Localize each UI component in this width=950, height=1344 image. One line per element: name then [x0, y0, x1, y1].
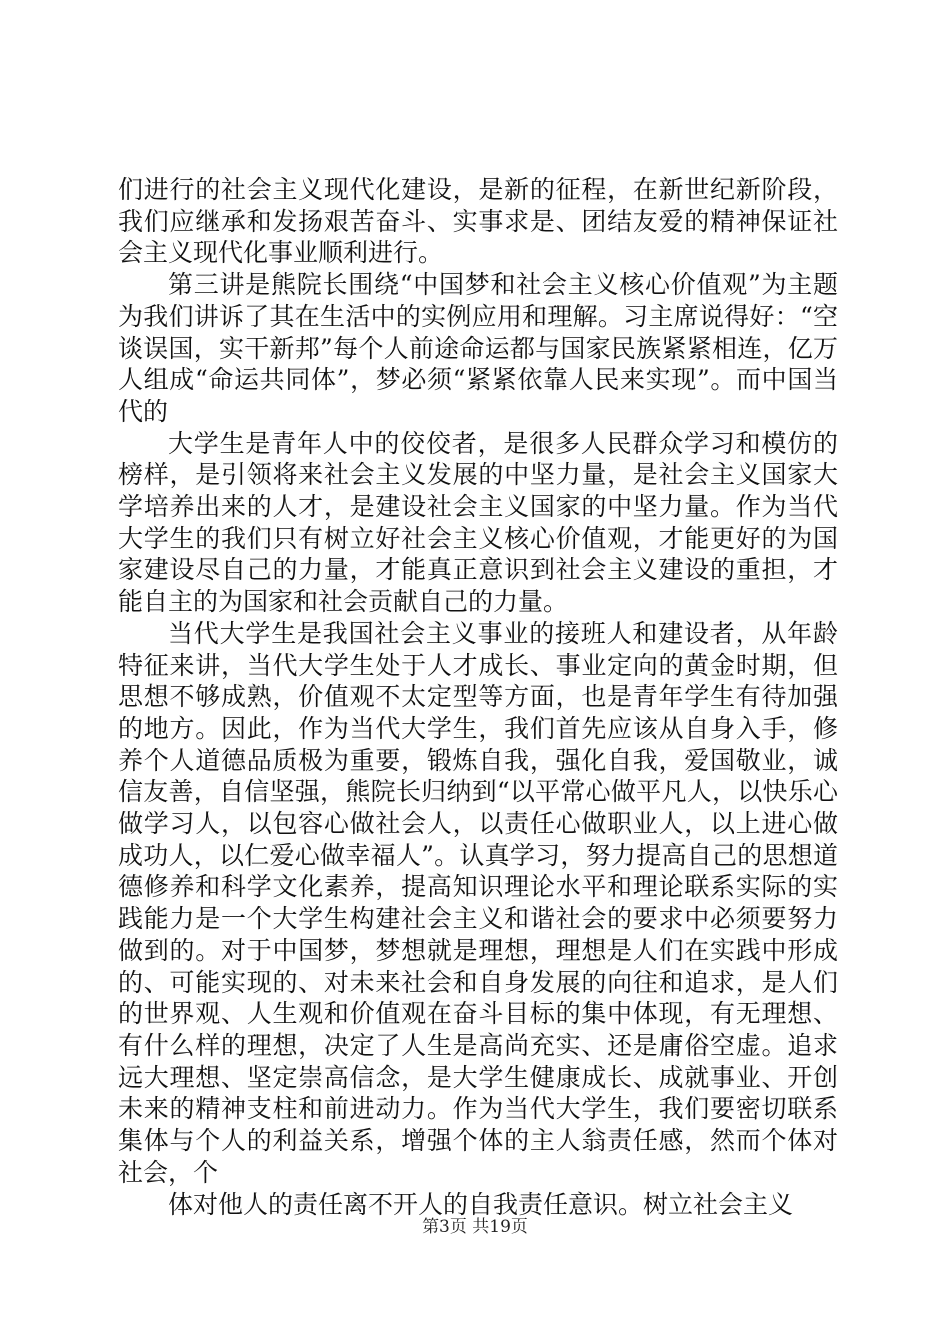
paragraph-3: 大学生是青年人中的佼佼者，是很多人民群众学习和模仿的榜样，是引领将来社会主义发展的中坚力量，是社会主义国家大学培养出来的人才，是建设社会主义国家的中坚力量。作为当代大学生的我们只有树立好社会主义核心价值观，才能更好的为国家建设尽自己的力量，才能真正意识到社会主义建设的重担，才能自主的为国家和社会贡献自己的力量。 — [118, 428, 838, 617]
paragraph-5: 体对他人的责任离不开人的自我责任意识。树立社会主义 — [168, 1189, 794, 1219]
paragraph-1: 们进行的社会主义现代化建设，是新的征程，在新世纪新阶段，我们应继承和发扬艰苦奋斗、实事求是、团结友爱的精神保证社会主义现代化事业顺利进行。 — [118, 175, 838, 268]
page-footer: 第3页 共19页 — [422, 1217, 528, 1237]
paragraph-4: 当代大学生是我国社会主义事业的接班人和建设者，从年龄特征来讲，当代大学生处于人才成长、事业定向的黄金时期，但思想不够成熟，价值观不太定型等方面，也是青年学生有待加强的地方。因此，作为当代大学生，我们首先应该从自身入手，修养个人道德品质极为重要，锻炼自我，强化自我，爱国敬业，诚信友善，自信坚强，熊院长归纳到“以平常心做平凡人，以快乐心做学习人，以包容心做社会人，以责任心做职业人，以上进心做成功人，以仁爱心做幸福人”。认真学习，努力提高自己的思想道德修养和科学文化素养，提高知识理论水平和理论联系实际的实践能力是一个大学生构建社会主义和谐社会的要求中必须要努力做到的。对于中国梦，梦想就是理想，理想是人们在实践中形成的、可能实现的、对未来社会和自身发展的向往和追求，是人们的世界观、人生观和价值观在奋斗目标的集中体现，有无理想、有什么样的理想，决定了人生是高尚充实、还是庸俗空虚。追求远大理想、坚定崇高信念，是大学生健康成长、成就事业、开创未来的精神支柱和前进动力。作为当代大学生，我们要密切联系集体与个人的利益关系，增强个体的主人翁责任感，然而个体对社会，个 — [118, 618, 838, 1187]
paragraph-2: 第三讲是熊院长围绕“中国梦和社会主义核心价值观”为主题为我们讲诉了其在生活中的实例应用和理解。习主席说得好：“空谈误国，实干新邦”每个人前途命运都与国家民族紧紧相连，亿万人组成“命运共同体”，梦必须“紧紧依靠人民来实现”。而中国当代的 — [118, 270, 838, 426]
document-body — [118, 174, 838, 1220]
